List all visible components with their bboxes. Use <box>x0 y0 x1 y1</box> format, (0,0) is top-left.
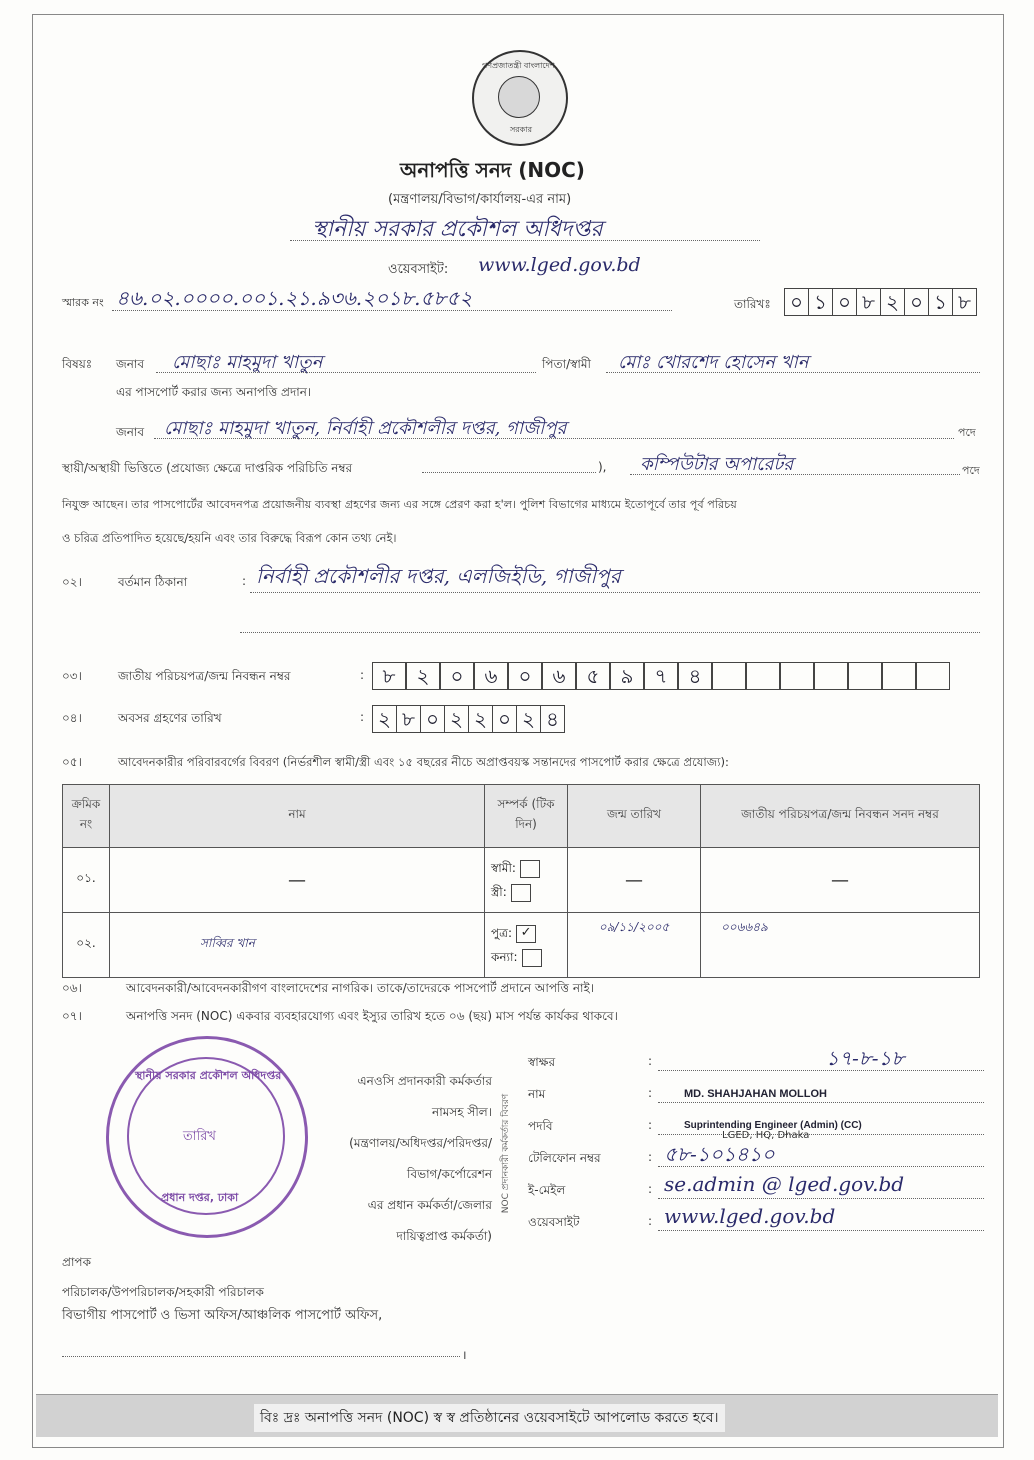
recipient-line2: বিভাগীয় পাসপোর্ট ও ভিসা অফিস/আঞ্চলিক পাসপোর্ট অফিস, <box>62 1308 383 1323</box>
government-emblem <box>472 50 568 146</box>
row-name: সাব্বির খান <box>110 913 485 978</box>
table-row <box>63 913 980 978</box>
row-dob: ০৯/১১/২০০৫ <box>568 913 701 978</box>
subject-line2: এর পাসপোর্ট করার জন্য অনাপত্তি প্রদান। <box>116 385 312 399</box>
row-relation <box>485 913 568 978</box>
retire-no: ০৪। <box>62 711 82 725</box>
subject-sir-label: জনাব <box>116 357 145 371</box>
nid-digit-box <box>712 662 746 690</box>
post-value: কম্পিউটার অপারেটর <box>640 454 794 475</box>
authority-field-line <box>658 1198 984 1199</box>
document-title: অনাপত্তি সনদ (NOC) <box>400 158 585 182</box>
authority-field-value: www.lged.gov.bd <box>664 1204 836 1228</box>
authority-field-value: MD. SHAHJAHAN MOLLOH <box>684 1088 827 1100</box>
retire-digit-box: ২ <box>444 705 469 733</box>
ministry-hint: (মন্ত্রণালয়/বিভাগ/কার্যালয়-এর নাম) <box>388 192 572 207</box>
father-line <box>606 372 980 373</box>
authority-field-label: স্বাক্ষর <box>528 1055 556 1069</box>
address-label: বর্তমান ঠিকানা <box>118 575 188 589</box>
nid-empty-box <box>916 662 950 690</box>
authority-field-label: নাম <box>528 1087 546 1101</box>
family-intro-label: আবেদনকারীর পরিবারবর্গের বিবরণ (নির্ভরশীল স্বামী/স্ত্রী এবং ১৫ বছরের নীচে অপ্রাপ্তবয়স্ক সন্তানদের পাসপোর্ট করার ক্ষেত্রে প্রযোজ্য): <box>118 755 729 769</box>
nid-empty-box <box>814 662 848 690</box>
nid-colon: : <box>360 668 365 682</box>
body-line2-mid: ), <box>598 460 607 474</box>
authority-field-label: টেলিফোন নম্বর <box>528 1151 601 1165</box>
nid-digit-box: ৫ <box>576 662 610 690</box>
table-row <box>63 848 980 913</box>
nid-empty-box <box>780 662 814 690</box>
nid-digit-box: ৮ <box>372 662 406 690</box>
family-intro-no: ০৫। <box>62 755 82 769</box>
col-relation: সম্পর্ক (টিক দিন) <box>485 785 568 848</box>
retire-colon: : <box>360 710 365 724</box>
recipient-label: প্রাপক <box>62 1255 91 1269</box>
col-name: নাম <box>110 785 485 848</box>
recipient-line3-end: । <box>462 1348 467 1362</box>
ref-label: স্মারক নং <box>62 296 104 309</box>
authority-field-value: se.admin @ lged.gov.bd <box>664 1172 905 1196</box>
recipient-line3 <box>62 1356 460 1357</box>
authority-field-colon: : <box>648 1054 653 1068</box>
wife-checkbox[interactable] <box>511 884 531 902</box>
authority-description <box>308 1066 492 1252</box>
body-end2: পদে <box>962 464 980 477</box>
nid-digit-box: ২ <box>406 662 440 690</box>
authority-field-label: পদবি <box>528 1119 553 1133</box>
family-table-header <box>63 785 980 848</box>
relation-husband <box>491 856 561 880</box>
relation-husband-label: স্বামী: <box>491 861 516 875</box>
nid-digit-box: ৪ <box>678 662 712 690</box>
emblem-inner <box>498 76 540 118</box>
note7-text: অনাপত্তি সনদ (NOC) একবার ব্যবহারযোগ্য এবং ইস্যুর তারিখ হতে ০৬ (ছয়) মাস পর্যন্ত কার্যকর থাকবে। <box>126 1009 618 1023</box>
address-value: নির্বাহী প্রকৌশলীর দপ্তর, এলজিইডি, গাজীপুর <box>256 564 621 588</box>
nid-digit-box: ০ <box>440 662 474 690</box>
row-name: — <box>110 848 485 913</box>
emblem-text-top: গণপ্রজাতন্ত্রী বাংলাদেশ <box>482 61 555 70</box>
authority-field-colon: : <box>648 1150 653 1164</box>
authority-field-line <box>658 1070 984 1071</box>
authority-field-line <box>658 1102 984 1103</box>
nid-digit-box: ৬ <box>474 662 508 690</box>
office-seal <box>106 1036 308 1238</box>
authority-field-value: ৫৮-১০১৪১০ <box>664 1142 775 1166</box>
nid-empty-box <box>848 662 882 690</box>
authority-field-value: Suprintending Engineer (Admin) (CC) <box>684 1120 862 1131</box>
emblem-text-bottom: সরকার <box>510 125 533 134</box>
relation-son <box>491 921 561 945</box>
body-sir-label: জনাব <box>116 425 145 439</box>
authority-side-text: NOC প্রদানকারী কর্মকর্তার বিবরণ <box>501 1093 512 1214</box>
body-end1: পদে <box>958 426 976 439</box>
applicant-name: মোছাঃ মাহমুদা খাতুন <box>172 352 323 373</box>
retire-digit-box: ০ <box>492 705 517 733</box>
row-dob: — <box>568 848 701 913</box>
body-line4: ও চরিত্র প্রতিপাদিত হয়েছে/হয়নি এবং তার বিরুদ্ধে বিরূপ কোন তথ্য নেই। <box>62 531 397 545</box>
office-seal-bottom: প্রধান দপ্তর, ঢাকা <box>161 1191 239 1204</box>
ministry-line <box>290 240 760 241</box>
footer-note: বিঃ দ্রঃ অনাপত্তি সনদ (NOC) স্ব স্ব প্রতিষ্ঠানের ওয়েবসাইটে আপলোড করতে হবে। <box>254 1404 725 1432</box>
retire-digit-box: ৮ <box>396 705 421 733</box>
row-nid: — <box>701 848 980 913</box>
row-serial: ০২. <box>63 913 110 978</box>
family-table <box>62 784 980 978</box>
nid-digit-box: ৯ <box>610 662 644 690</box>
husband-checkbox[interactable] <box>520 860 540 878</box>
col-serial: ক্রমিক নং <box>63 785 110 848</box>
relation-son-label: পুত্র: <box>491 926 513 940</box>
stamp-line2: LGED, HQ, Dhaka <box>722 1130 810 1141</box>
authority-field-label: ই-মেইল <box>528 1183 566 1197</box>
father-label: পিতা/স্বামী <box>542 357 591 371</box>
body-line2-pre: স্থায়ী/অস্থায়ী ভিত্তিতে (প্রযোজ্য ক্ষেত্রে দাপ্তরিক পরিচিতি নম্বর <box>62 461 353 475</box>
date-label: তারিখঃ <box>734 297 771 311</box>
relation-wife <box>491 880 561 904</box>
ministry-name: স্থানীয় সরকার প্রকৌশল অধিদপ্তর <box>312 217 603 242</box>
retire-digit-box: ২ <box>516 705 541 733</box>
retire-digit-box: ২ <box>468 705 493 733</box>
nid-digit-box <box>746 662 780 690</box>
authority-desc-line: এর প্রধান কর্মকর্তা/জেলার <box>367 1198 492 1212</box>
date-digit-box: ০ <box>784 288 809 316</box>
date-digit-box: ১ <box>808 288 833 316</box>
authority-desc-line: এনওসি প্রদানকারী কর্মকর্তার <box>357 1074 492 1088</box>
authority-desc-line: নামসহ সীল। <box>432 1105 492 1119</box>
date-boxes <box>784 288 984 316</box>
office-id-line <box>422 472 596 473</box>
note6-text: আবেদনকারী/আবেদনকারীগণ বাংলাদেশের নাগরিক। তাকে/তাদেরকে পাসপোর্ট প্রদানে আপত্তি নাই। <box>126 981 595 995</box>
office-seal-text: স্থানীয় সরকার প্রকৌশল অধিদপ্তর <box>135 1069 282 1082</box>
nid-digit-box: ৭ <box>644 662 678 690</box>
ref-line <box>112 310 672 311</box>
website-label: ওয়েবসাইট: <box>388 262 449 277</box>
authority-field-colon: : <box>648 1214 653 1228</box>
nid-digit-box: ৬ <box>542 662 576 690</box>
authority-field-colon: : <box>648 1182 653 1196</box>
col-nid: জাতীয় পরিচয়পত্র/জন্ম নিবন্ধন সনদ নম্বর <box>701 785 980 848</box>
authority-field-colon: : <box>648 1086 653 1100</box>
authority-desc-line: দায়িত্বপ্রাপ্ত কর্মকর্তা) <box>396 1229 492 1243</box>
relation-daughter-label: কন্যা: <box>491 950 518 964</box>
daughter-checkbox[interactable] <box>522 949 542 967</box>
authority-desc-line: বিভাগ/কর্পোরেশন <box>407 1167 492 1181</box>
date-digit-box: ২ <box>880 288 905 316</box>
retire-boxes <box>372 705 682 733</box>
authority-field-line <box>658 1134 984 1135</box>
date-digit-box: ৮ <box>856 288 881 316</box>
recipient-line1: পরিচালক/উপপরিচালক/সহকারী পরিচালক <box>62 1285 264 1299</box>
address-colon: : <box>242 574 247 588</box>
authority-field-label: ওয়েবসাইট <box>528 1215 580 1229</box>
body-line3: নিযুক্ত আছেন। তার পাসপোর্টের আবেদনপত্র প্রয়োজনীয় ব্যবস্থা গ্রহণের জন্য এর সঙ্গে প্রেরণ করা হ'ল। পুলিশ বিভাগের মাধ্যমে ইতোপূর্বে তার পূর্ব পরিচয় <box>62 498 737 511</box>
name-line <box>156 372 536 373</box>
address-no: ০২। <box>62 575 82 589</box>
nid-label: জাতীয় পরিচয়পত্র/জন্ম নিবন্ধন নম্বর <box>118 669 291 683</box>
name-office-line <box>154 438 954 439</box>
date-digit-box: ০ <box>832 288 857 316</box>
office-seal-center: তারিখ <box>183 1129 216 1144</box>
authority-desc-line: (মন্ত্রণালয়/অধিদপ্তর/পরিদপ্তর/ <box>349 1136 492 1150</box>
row-serial: ০১. <box>63 848 110 913</box>
note6-no: ০৬। <box>62 981 82 995</box>
relation-daughter <box>491 945 561 969</box>
retire-digit-box: ৪ <box>540 705 565 733</box>
nid-boxes <box>372 662 982 690</box>
nid-digit-box: ০ <box>508 662 542 690</box>
date-digit-box: ১ <box>928 288 953 316</box>
ref-value: ৪৬.০২.০০০০.০০১.২১.৯৩৬.২০১৮.৫৮৫২ <box>116 286 473 310</box>
retire-digit-box: ২ <box>372 705 397 733</box>
father-name: মোঃ খোরশেদ হোসেন খান <box>618 352 809 373</box>
col-dob: জন্ম তারিখ <box>568 785 701 848</box>
post-line <box>630 474 960 475</box>
son-checkbox[interactable]: ✓ <box>516 925 536 943</box>
address-line-1 <box>250 592 980 593</box>
name-office-value: মোছাঃ মাহমুদা খাতুন, নির্বাহী প্রকৌশলীর দপ্তর, গাজীপুর <box>164 418 567 439</box>
subject-label: বিষয়ঃ <box>62 357 93 371</box>
date-digit-box: ০ <box>904 288 929 316</box>
authority-field-line <box>658 1230 984 1231</box>
retire-digit-box: ০ <box>420 705 445 733</box>
retire-label: অবসর গ্রহণের তারিখ <box>118 711 222 725</box>
date-digit-box: ৮ <box>952 288 977 316</box>
relation-wife-label: স্ত্রী: <box>491 885 507 899</box>
row-nid: ০০৬৬৪৯ <box>701 913 980 978</box>
authority-field-colon: : <box>648 1118 653 1132</box>
authority-field-value: ১৭-৮-১৮ <box>826 1046 905 1070</box>
address-line-2 <box>240 632 980 633</box>
note7-no: ০৭। <box>62 1009 82 1023</box>
nid-no: ০৩। <box>62 669 82 683</box>
nid-empty-box <box>882 662 916 690</box>
website-value: www.lged.gov.bd <box>478 254 641 276</box>
row-relation <box>485 848 568 913</box>
